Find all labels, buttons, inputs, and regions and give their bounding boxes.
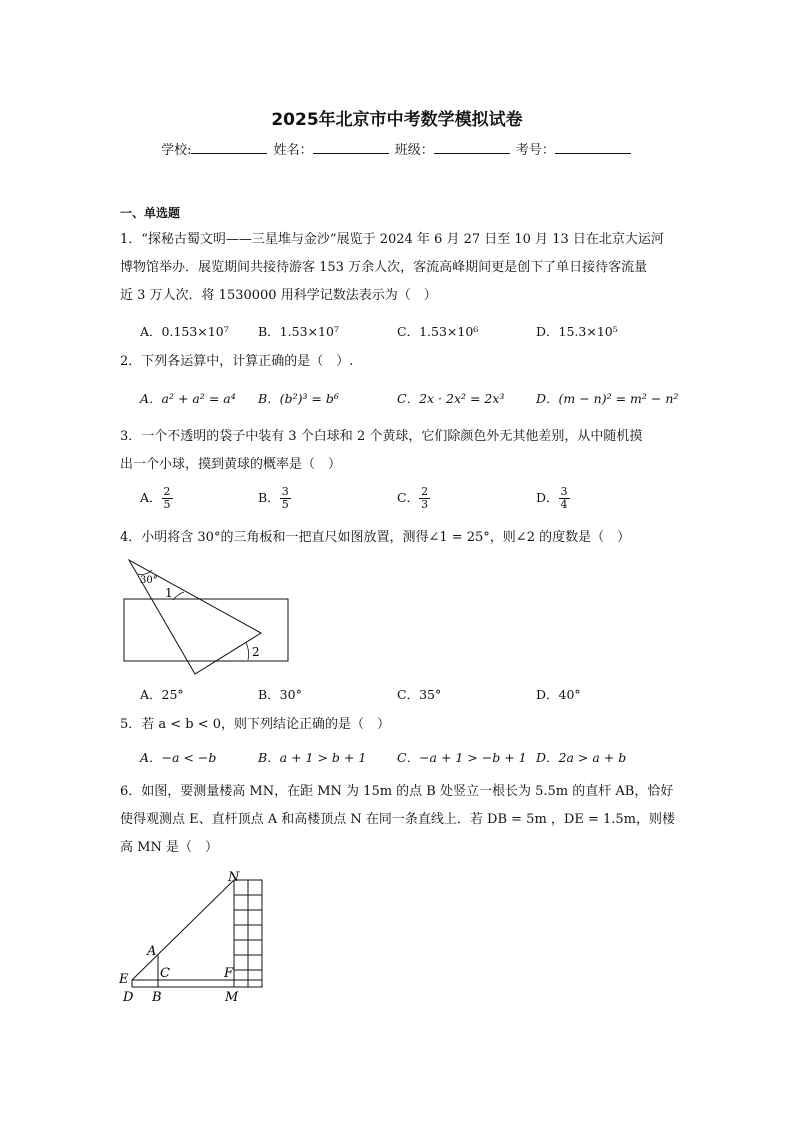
question-text-line: 3．一个不透明的袋子中装有 3 个白球和 2 个黄球，它们除颜色外无其他差别，从中随机摸	[120, 429, 643, 444]
option-b[interactable]: B．30°	[258, 687, 302, 702]
question-text-line: 近 3 万人次．将 1530000 用科学记数法表示为（ ）	[120, 288, 437, 303]
point-C-label: C	[160, 966, 170, 981]
triangle-ruler-figure	[118, 556, 298, 682]
name-label: 姓名：	[273, 143, 313, 158]
option-a[interactable]: A．−a < −b	[140, 750, 217, 765]
option-b[interactable]: B．1.53×10⁷	[258, 324, 339, 339]
ruler-rect	[124, 599, 288, 661]
option-d[interactable]: D． $\frac{3}{4}$	[536, 485, 568, 511]
section-title: 一、单选题	[120, 206, 181, 220]
option-a[interactable]: A． $\frac{2}{5}$	[140, 485, 171, 511]
building-measure-figure	[114, 866, 270, 1006]
question-5	[120, 711, 680, 739]
angle-1-label: 1	[165, 586, 173, 600]
question-3-options	[140, 486, 700, 518]
point-D-label: D	[123, 990, 134, 1005]
question-text-line: 6．如图，要测量楼高 MN，在距 MN 为 15m 的点 B 处竖立一根长为 5.5m 的直杆 AB，恰好	[120, 784, 674, 799]
option-a[interactable]: A．a² + a² = a⁴	[140, 391, 236, 406]
option-d[interactable]: D．2a > a + b	[536, 750, 627, 765]
sight-line-EN	[132, 880, 234, 980]
angle-2-label: 2	[252, 645, 260, 659]
point-M-label: M	[225, 990, 239, 1005]
question-4-options	[140, 685, 700, 707]
option-c[interactable]: C．35°	[397, 687, 442, 702]
question-2-options	[140, 389, 700, 411]
point-B-label: B	[152, 990, 162, 1005]
point-A-label: A	[147, 944, 157, 959]
question-text-line: 4．小明将含 30°的三角板和一把直尺如图放置，测得∠1 = 25°，则∠2 的度数是（ ）	[120, 530, 631, 545]
option-a[interactable]: A．25°	[140, 687, 184, 702]
option-a[interactable]: A．0.153×10⁷	[140, 324, 229, 339]
question-6	[120, 778, 680, 862]
option-d[interactable]: D．15.3×10⁵	[536, 324, 618, 339]
option-c[interactable]: C．−a + 1 > −b + 1	[397, 750, 527, 765]
exam-no-blank[interactable]	[555, 141, 631, 154]
point-N-label: N	[228, 870, 240, 885]
name-blank[interactable]	[313, 141, 389, 154]
option-d[interactable]: D．(m − n)² = m² − n²	[536, 391, 679, 406]
fraction: $\frac{2}{5}$	[163, 485, 171, 511]
question-3	[120, 423, 680, 479]
question-4	[120, 524, 680, 552]
exam-no-label: 考号：	[515, 143, 555, 158]
question-1	[120, 226, 680, 310]
option-c[interactable]: C．2x · 2x² = 2x³	[397, 391, 505, 406]
question-text-line: 高 MN 是（ ）	[120, 840, 218, 855]
option-d[interactable]: D．40°	[536, 687, 581, 702]
fraction: $\frac{3}{5}$	[281, 485, 289, 511]
school-blank[interactable]	[191, 141, 267, 154]
question-text-line: 5．若 a < b < 0，则下列结论正确的是（ ）	[120, 717, 391, 732]
option-c[interactable]: C． $\frac{2}{3}$	[397, 485, 429, 511]
angle-2-arc	[246, 642, 249, 660]
class-label: 班级：	[394, 143, 434, 158]
question-2	[120, 348, 680, 376]
question-5-options	[140, 748, 700, 770]
question-1-options	[140, 322, 700, 344]
point-E-label: E	[119, 972, 129, 987]
question-text-line: 使得观测点 E、直杆顶点 A 和高楼顶点 N 在同一条直线上．若 DB = 5m ，DE = 1.5m，则楼	[120, 812, 675, 827]
question-text-line: 出一个小球，摸到黄球的概率是（ ）	[120, 457, 342, 472]
question-text-line: 2．下列各运算中，计算正确的是（ ）.	[120, 354, 354, 369]
class-blank[interactable]	[434, 141, 510, 154]
question-text-line: 1．“探秘古蜀文明——三星堆与金沙”展览于 2024 年 6 月 27 日至 10 月 13 日在北京大运河	[120, 232, 664, 247]
angle-30-label: 30°	[140, 575, 158, 586]
option-b[interactable]: B．(b²)³ = b⁶	[258, 391, 339, 406]
exam-title: 2025年北京市中考数学模拟试卷	[271, 110, 523, 130]
question-text-line: 博物馆举办．展览期间共接待游客 153 万余人次，客流高峰期间更是创下了单日接待客流量	[120, 260, 648, 275]
building-MN	[234, 880, 262, 987]
option-c[interactable]: C．1.53×10⁶	[397, 324, 479, 339]
option-b[interactable]: B． $\frac{3}{5}$	[258, 485, 289, 511]
student-info-row	[0, 139, 794, 158]
option-b[interactable]: B．a + 1 > b + 1	[258, 750, 367, 765]
school-label: 学校:	[161, 143, 192, 158]
fraction: $\frac{3}{4}$	[560, 485, 568, 511]
point-F-label: F	[224, 966, 234, 981]
angle-30-arc	[138, 570, 152, 575]
fraction: $\frac{2}{3}$	[421, 485, 429, 511]
